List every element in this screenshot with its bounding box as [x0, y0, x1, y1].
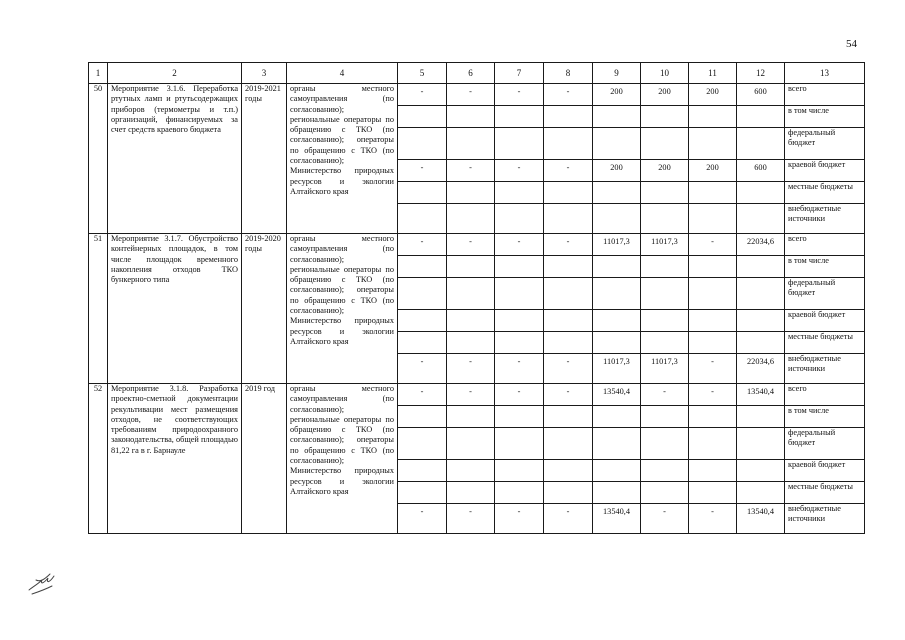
funding-source: федеральный бюджет: [785, 128, 865, 160]
funding-value: [398, 128, 447, 160]
funding-value: [447, 278, 495, 310]
funding-value: [495, 128, 544, 160]
funding-value: [593, 256, 641, 278]
funding-value: -: [544, 504, 593, 534]
funding-value: -: [641, 384, 689, 406]
funding-value: 11017,3: [641, 234, 689, 256]
funding-value: 600: [737, 84, 785, 106]
funding-value: -: [495, 234, 544, 256]
funding-source: краевой бюджет: [785, 160, 865, 182]
funding-value: [544, 128, 593, 160]
funding-value: [641, 332, 689, 354]
funding-value: [641, 460, 689, 482]
funding-value: [737, 182, 785, 204]
header-cell: 3: [242, 63, 287, 84]
funding-value: 200: [641, 160, 689, 182]
funding-source: внебюджетные источники: [785, 204, 865, 234]
signature-mark: [26, 568, 60, 598]
funding-source: в том числе: [785, 406, 865, 428]
funding-source: местные бюджеты: [785, 332, 865, 354]
funding-value: 200: [593, 84, 641, 106]
funding-value: -: [544, 384, 593, 406]
funding-value: 200: [593, 160, 641, 182]
funding-value: -: [398, 234, 447, 256]
header-cell: 10: [641, 63, 689, 84]
funding-source: внебюджетные источники: [785, 354, 865, 384]
funding-value: -: [398, 84, 447, 106]
funding-value: [544, 332, 593, 354]
funding-value: [641, 428, 689, 460]
funding-value: [495, 406, 544, 428]
header-cell: 6: [447, 63, 495, 84]
activity-row: [89, 234, 865, 256]
funding-value: [495, 106, 544, 128]
funding-value: 22034,6: [737, 234, 785, 256]
funding-value: [495, 460, 544, 482]
funding-value: [593, 332, 641, 354]
funding-value: [495, 204, 544, 234]
funding-value: [447, 204, 495, 234]
funding-value: 13540,4: [737, 504, 785, 534]
funding-value: -: [544, 234, 593, 256]
header-cell: 12: [737, 63, 785, 84]
header-cell: 5: [398, 63, 447, 84]
funding-value: [447, 428, 495, 460]
header-cell: 13: [785, 63, 865, 84]
funding-value: -: [544, 354, 593, 384]
funding-value: [447, 482, 495, 504]
funding-value: -: [495, 384, 544, 406]
funding-value: [447, 128, 495, 160]
funding-value: -: [447, 354, 495, 384]
header-row: [89, 63, 865, 84]
funding-value: 11017,3: [593, 354, 641, 384]
funding-value: -: [398, 160, 447, 182]
funding-value: [544, 460, 593, 482]
funding-value: [737, 332, 785, 354]
funding-value: -: [544, 160, 593, 182]
funding-value: [737, 128, 785, 160]
funding-value: -: [641, 504, 689, 534]
funding-value: [641, 128, 689, 160]
funding-value: [737, 406, 785, 428]
funding-value: -: [398, 504, 447, 534]
funding-value: [593, 204, 641, 234]
funding-value: [544, 310, 593, 332]
funding-value: [641, 310, 689, 332]
funding-value: [447, 182, 495, 204]
funding-value: [398, 406, 447, 428]
funding-value: [398, 256, 447, 278]
funding-value: -: [689, 504, 737, 534]
funding-value: [447, 310, 495, 332]
funding-value: [737, 460, 785, 482]
funding-value: [737, 256, 785, 278]
funding-value: [689, 460, 737, 482]
funding-source: внебюджетные источники: [785, 504, 865, 534]
funding-value: [544, 256, 593, 278]
funding-source: федеральный бюджет: [785, 278, 865, 310]
funding-value: -: [689, 384, 737, 406]
funding-value: -: [495, 504, 544, 534]
row-number: 51: [89, 234, 108, 384]
funding-value: [544, 406, 593, 428]
funding-value: [593, 278, 641, 310]
funding-value: [495, 332, 544, 354]
funding-source: краевой бюджет: [785, 310, 865, 332]
funding-value: [398, 482, 447, 504]
funding-value: [641, 182, 689, 204]
activity-row: [89, 84, 865, 106]
funding-value: [737, 106, 785, 128]
funding-value: 22034,6: [737, 354, 785, 384]
funding-value: [544, 482, 593, 504]
funding-value: [641, 406, 689, 428]
funding-value: 13540,4: [593, 504, 641, 534]
funding-value: [641, 278, 689, 310]
header-cell: 2: [108, 63, 242, 84]
funding-value: [641, 106, 689, 128]
activity-years: 2019 год: [242, 384, 287, 534]
funding-value: [593, 182, 641, 204]
funding-value: [593, 460, 641, 482]
funding-value: 600: [737, 160, 785, 182]
header-cell: 8: [544, 63, 593, 84]
funding-value: [689, 182, 737, 204]
funding-value: -: [398, 354, 447, 384]
header-cell: 1: [89, 63, 108, 84]
row-number: 50: [89, 84, 108, 234]
funding-value: [593, 106, 641, 128]
funding-value: -: [544, 84, 593, 106]
funding-value: [737, 482, 785, 504]
funding-value: -: [495, 160, 544, 182]
funding-value: [398, 310, 447, 332]
funding-value: [495, 256, 544, 278]
funding-value: [447, 460, 495, 482]
activity-executors: органы местного самоуправления (по согласованию); региональные операторы по обращению с ТКО (по согласованию); операторы по обращению с ТКО (по согласованию); Министерство природных ресурсов и экологии Алтайского края: [287, 84, 398, 234]
funding-value: 200: [641, 84, 689, 106]
page-number: 54: [846, 38, 857, 50]
funding-value: [593, 428, 641, 460]
activity-name: Мероприятие 3.1.6. Переработка ртутных ламп и ртутьсодержащих приборов (термометры и т.п.) организаций, финансируемых за счет средств краевого бюджета: [108, 84, 242, 234]
header-cell: 9: [593, 63, 641, 84]
funding-source: местные бюджеты: [785, 182, 865, 204]
funding-value: -: [398, 384, 447, 406]
row-number: 52: [89, 384, 108, 534]
funding-value: [398, 278, 447, 310]
funding-source: местные бюджеты: [785, 482, 865, 504]
activity-name: Мероприятие 3.1.7. Обустройство контейнерных площадок, в том числе площадок временного накопления отходов ТКО бункерного типа: [108, 234, 242, 384]
funding-value: [689, 256, 737, 278]
funding-value: -: [495, 354, 544, 384]
funding-value: [398, 332, 447, 354]
funding-value: [689, 278, 737, 310]
funding-value: [495, 482, 544, 504]
funding-value: [641, 204, 689, 234]
funding-value: 13540,4: [737, 384, 785, 406]
activity-row: [89, 384, 865, 406]
funding-value: [593, 406, 641, 428]
funding-value: [495, 278, 544, 310]
funding-value: [737, 310, 785, 332]
activity-executors: органы местного самоуправления (по согласованию); региональные операторы по обращению с ТКО (по согласованию); операторы по обращению с ТКО (по согласованию); Министерство природных ресурсов и экологии Алтайского края: [287, 234, 398, 384]
activity-executors: органы местного самоуправления (по согласованию); региональные операторы по обращению с ТКО (по согласованию); операторы по обращению с ТКО (по согласованию); Министерство природных ресурсов и экологии Алтайского края: [287, 384, 398, 534]
funding-value: [593, 482, 641, 504]
funding-source: всего: [785, 234, 865, 256]
funding-value: [447, 332, 495, 354]
funding-value: -: [447, 384, 495, 406]
funding-value: [737, 204, 785, 234]
funding-value: -: [447, 504, 495, 534]
funding-value: [544, 278, 593, 310]
activities-table: [88, 62, 865, 534]
funding-value: [544, 106, 593, 128]
funding-value: [398, 182, 447, 204]
funding-value: -: [689, 354, 737, 384]
funding-value: [495, 310, 544, 332]
funding-value: [447, 406, 495, 428]
funding-value: [398, 428, 447, 460]
funding-value: [544, 428, 593, 460]
funding-value: [398, 204, 447, 234]
funding-value: [641, 256, 689, 278]
funding-value: 200: [689, 160, 737, 182]
funding-source: всего: [785, 84, 865, 106]
header-cell: 4: [287, 63, 398, 84]
funding-value: [689, 332, 737, 354]
funding-value: [447, 106, 495, 128]
header-cell: 11: [689, 63, 737, 84]
funding-value: -: [447, 84, 495, 106]
funding-value: 200: [689, 84, 737, 106]
funding-value: [544, 204, 593, 234]
funding-value: [495, 428, 544, 460]
activity-years: 2019-2020 годы: [242, 234, 287, 384]
funding-source: в том числе: [785, 106, 865, 128]
funding-value: [593, 128, 641, 160]
funding-value: 11017,3: [593, 234, 641, 256]
funding-value: -: [447, 234, 495, 256]
funding-value: [689, 106, 737, 128]
funding-value: 13540,4: [593, 384, 641, 406]
funding-value: [737, 278, 785, 310]
funding-source: в том числе: [785, 256, 865, 278]
funding-value: [689, 406, 737, 428]
activity-years: 2019-2021 годы: [242, 84, 287, 234]
funding-source: всего: [785, 384, 865, 406]
funding-value: [689, 204, 737, 234]
funding-value: [737, 428, 785, 460]
funding-value: [689, 310, 737, 332]
funding-value: [398, 106, 447, 128]
funding-source: краевой бюджет: [785, 460, 865, 482]
funding-value: [447, 256, 495, 278]
funding-value: [641, 482, 689, 504]
funding-value: -: [689, 234, 737, 256]
header-cell: 7: [495, 63, 544, 84]
funding-value: [689, 482, 737, 504]
funding-value: [398, 460, 447, 482]
funding-value: -: [495, 84, 544, 106]
funding-value: [495, 182, 544, 204]
funding-value: -: [447, 160, 495, 182]
funding-value: [593, 310, 641, 332]
activity-name: Мероприятие 3.1.8. Разработка проектно-сметной документации рекультивации мест размещения отходов, не соответствующих требованиям природоохранного законодательства, общей площадью 81,22 га в г. Барнауле: [108, 384, 242, 534]
funding-source: федеральный бюджет: [785, 428, 865, 460]
funding-value: [544, 182, 593, 204]
funding-value: [689, 428, 737, 460]
funding-value: 11017,3: [641, 354, 689, 384]
funding-value: [689, 128, 737, 160]
